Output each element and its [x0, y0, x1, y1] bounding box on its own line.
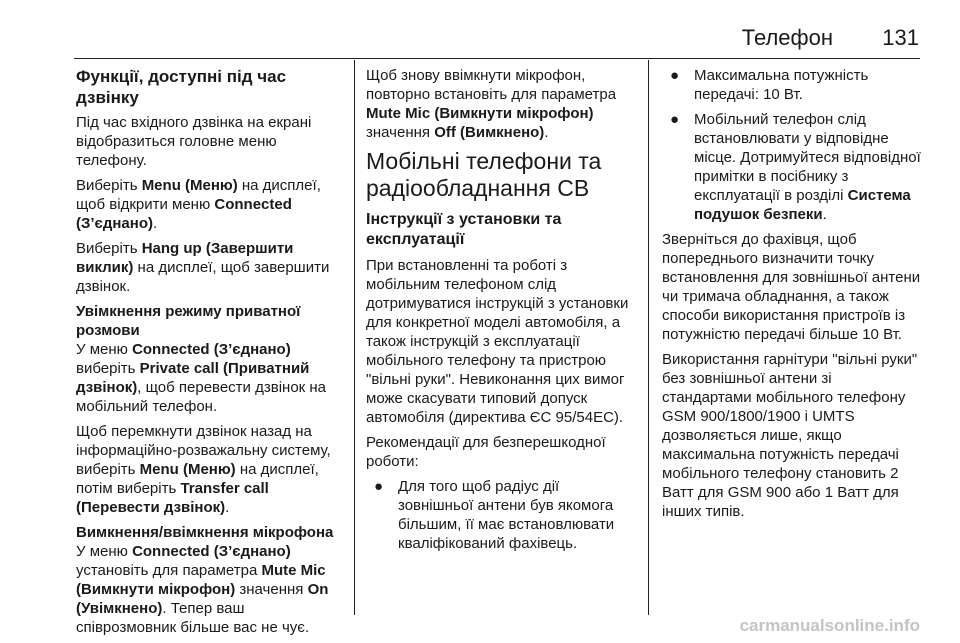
- paragraph: При встановленні та роботі з мобільним телефоном слід дотримуватися інструкцій з установки для конкретної моделі автомобіля, а також інструкцій з експлуатації мобільного телефону та пристрою "вільні руки". Невиконання цих вимог може скасувати типовий допуск автомобіля (директива ЄС 95/54EC).: [366, 257, 629, 426]
- paragraph: Зверніться до фахівця, щоб попереднього визначити точку встановлення для зовнішньої антени чи тримача обладнання, а також способи використання пристроїв із потужністю передачі більше 10 Вт.: [662, 231, 921, 343]
- bullet-icon: ●: [670, 67, 680, 84]
- page-number: 131: [882, 25, 919, 50]
- column-divider-2: [648, 60, 649, 615]
- column-1: [76, 66, 342, 643]
- section-heading-mobile-phones: Мобільні телефони та радіообладнання CB: [366, 148, 602, 201]
- paragraph: Рекомендації для безперешкодної роботи:: [366, 434, 606, 470]
- column-3: [662, 66, 924, 527]
- bullet-icon: ●: [374, 478, 384, 495]
- paragraph: У меню Connected (З’єднано) установіть для параметра Mute Mic (Вимкнути мікрофон) значення On (Увімкнено). Тепер ваш співрозмовник більше вас не чує.: [76, 543, 329, 636]
- column-2: [366, 66, 632, 559]
- subsection-heading-instructions: Інструкції з установки та експлуатації: [366, 211, 562, 248]
- section-heading-call-functions: Функції, доступні під час дзвінку: [76, 67, 287, 107]
- paragraph: Виберіть Menu (Меню) на дисплеї, щоб відкрити меню Connected (З’єднано).: [76, 177, 321, 232]
- paragraph: Під час вхідного дзвінка на екрані відобразиться головне меню телефону.: [76, 114, 312, 169]
- paragraph: Використання гарнітури "вільні руки" без зовнішньої антени зі стандартами мобільного телефону GSM 900/1800/1900 і UMTS дозволяється лише, якщо максимальна потужність передачі мобільного телефону становить 2 Ватт для GSM 900 або 1 Ватт для інших типів.: [662, 351, 918, 520]
- bullet-item: ● Для того щоб радіус дії зовнішньої антени був якомога більшим, її має встановлювати кваліфікований фахівець.: [374, 478, 615, 552]
- subheading-mute-mic: Вимкнення/ввімкнення мікрофона: [76, 524, 334, 541]
- page-header-title: Телефон: [741, 25, 833, 50]
- paragraph: Щоб перемкнути дзвінок назад на інформаційно-розважальну систему, виберіть Menu (Меню) на дисплеї, потім виберіть Transfer call (Перевести дзвінок).: [76, 423, 331, 516]
- watermark: carmanualsonline.info: [739, 616, 920, 635]
- bullet-item: ● Максимальна потужність передачі: 10 Вт.: [670, 67, 869, 103]
- paragraph: У меню Connected (З’єднано) виберіть Private call (Приватний дзвінок), щоб перевести дзвінок на мобільний телефон.: [76, 341, 327, 415]
- paragraph: Виберіть Hang up (Завершити виклик) на дисплеї, щоб завершити дзвінок.: [76, 240, 330, 295]
- paragraph: Щоб знову ввімкнути мікрофон, повторно встановіть для параметра Mute Mic (Вимкнути мікрофон) значення Off (Вимкнено).: [366, 67, 617, 141]
- subheading-private-call: Увімкнення режиму приватної розмови: [76, 303, 301, 339]
- bullet-item: ● Мобільний телефон слід встановлювати у відповідне місце. Дотримуйтеся відповідної примітки в посібнику з експлуатації в розділі Система подушок безпеки.: [670, 111, 921, 223]
- bullet-icon: ●: [670, 111, 680, 128]
- header-rule: [74, 58, 920, 59]
- column-divider-1: [354, 60, 355, 615]
